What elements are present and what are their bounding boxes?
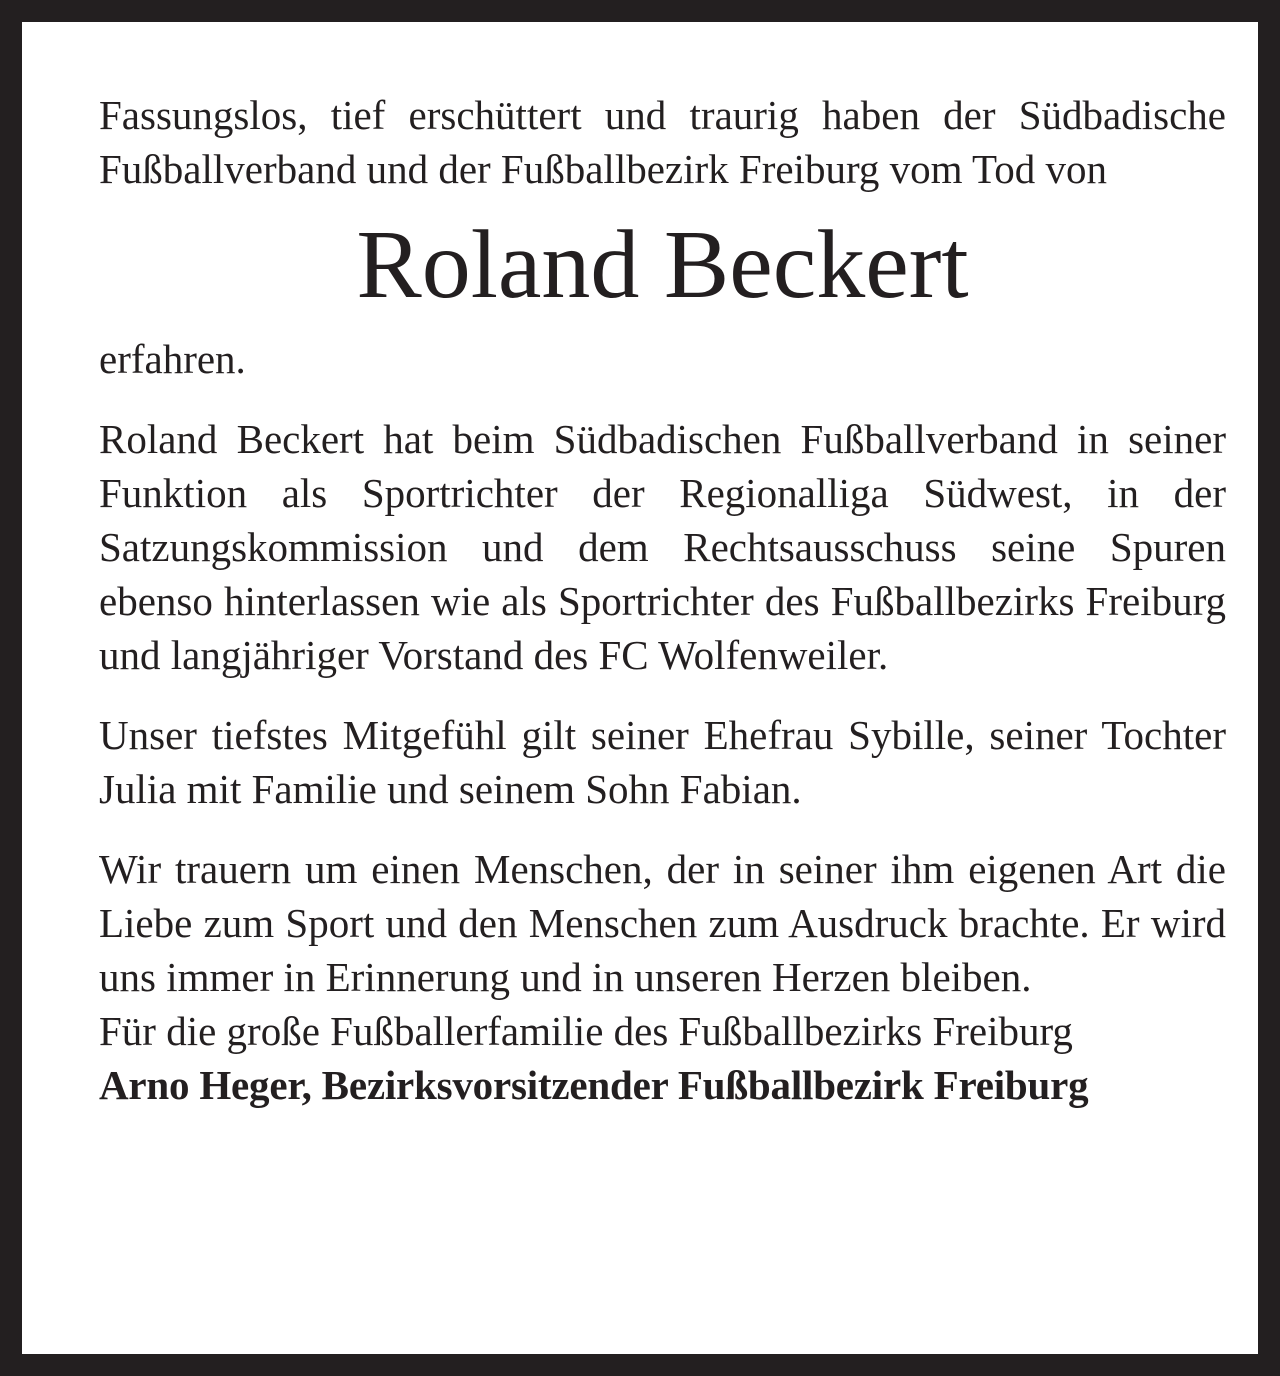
paragraph-condolences: Unser tiefstes Mitgefühl gilt seiner Ehefrau Sybille, seiner Tochter Julia mit Familie und seinem Sohn Fabian. — [99, 712, 1226, 812]
intro-text: Fassungslos, tief erschüttert und traurig haben der Südbadische Fußballverband und der Fußballbezirk Freiburg vom Tod von — [99, 92, 1226, 192]
obituary-notice-content — [99, 88, 1226, 1112]
paragraph-mourning: Wir trauern um einen Menschen, der in seiner ihm eigenen Art die Liebe zum Sport und den Menschen zum Ausdruck brachte. Er wird uns immer in Erinnerung und in unseren Herzen bleiben. — [99, 846, 1226, 1000]
deceased-name: Roland Beckert — [356, 211, 969, 319]
paragraph-functions: Roland Beckert hat beim Südbadischen Fußballverband in seiner Funktion als Sportrichter der Regionalliga Südwest, in der Satzungskommission und dem Rechtsausschuss seine Spuren ebenso hinterlassen wie als Sportrichter des Fußballbezirks Freiburg und langjähriger Vorstand des FC Wolfenweiler. — [99, 416, 1226, 678]
closing-line: Für die große Fußballerfamilie des Fußballbezirks Freiburg — [99, 1008, 1073, 1054]
signature-line: Arno Heger, Bezirksvorsitzender Fußballbezirk Freiburg — [99, 1062, 1089, 1108]
intro-end-text: erfahren. — [99, 336, 246, 382]
